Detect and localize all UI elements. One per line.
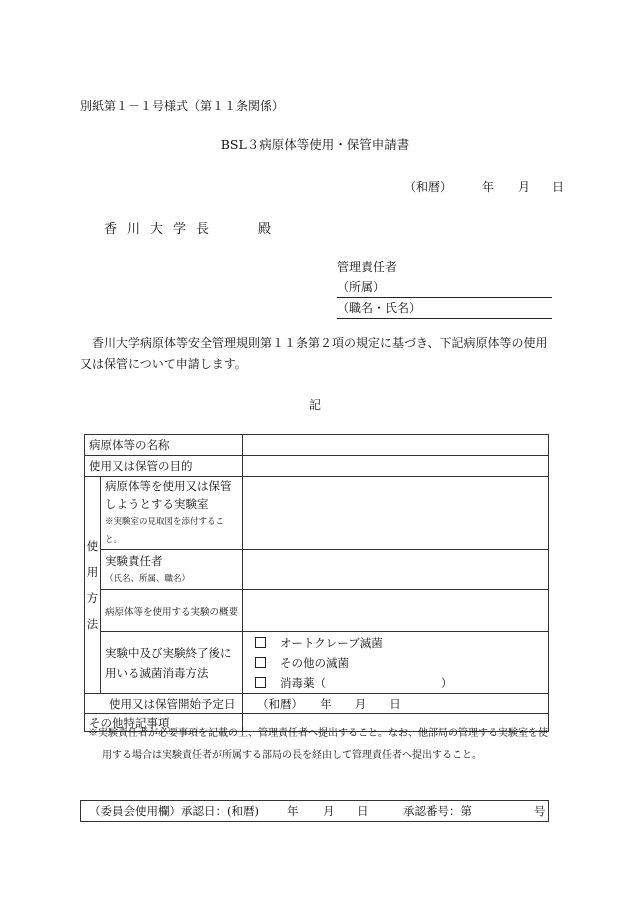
option-autoclave[interactable] bbox=[255, 633, 544, 653]
option-other-sterilization[interactable] bbox=[255, 653, 544, 673]
method-char: 用 bbox=[86, 565, 99, 579]
addressee: 香川大学長 bbox=[104, 222, 220, 237]
table-row bbox=[85, 694, 549, 714]
date-year: 年 bbox=[482, 180, 495, 194]
committee-label: （委員会使用欄）承認日：(和暦) bbox=[89, 804, 259, 818]
checkbox-icon[interactable] bbox=[255, 677, 266, 688]
body-text: 香川大学病原体等安全管理規則第１１条第２項の規定に基づき、下記病原体等の使用又は保管について申請します。 bbox=[80, 336, 548, 371]
applicant-block bbox=[337, 257, 552, 319]
committee-day: 日 bbox=[357, 804, 369, 818]
experiment-overview-field[interactable] bbox=[243, 590, 549, 632]
lab-label bbox=[101, 477, 243, 550]
option-label: 消毒薬（ ） bbox=[280, 675, 453, 690]
option-disinfectant[interactable] bbox=[255, 673, 544, 693]
submission-date bbox=[404, 178, 564, 195]
table-row bbox=[85, 632, 549, 694]
table-row bbox=[85, 477, 549, 550]
checkbox-icon[interactable] bbox=[255, 637, 266, 648]
table-row bbox=[85, 590, 549, 632]
date-month: 月 bbox=[518, 180, 531, 194]
sterilization-options bbox=[243, 632, 549, 694]
ki-heading: 記 bbox=[308, 398, 321, 412]
lab-field[interactable] bbox=[243, 477, 549, 550]
experiment-overview-label: 病原体等を使用する実験の概要 bbox=[101, 590, 243, 632]
method-vertical-label bbox=[85, 477, 101, 694]
addressee-suffix: 殿 bbox=[258, 222, 272, 237]
committee-month: 月 bbox=[323, 804, 335, 818]
committee-use-box bbox=[80, 800, 549, 822]
title-name-field[interactable]: （職名・氏名） bbox=[337, 298, 552, 319]
note-block bbox=[88, 723, 554, 767]
sterilization-label-line1: 実験中及び実験終了後に bbox=[105, 645, 232, 660]
committee-year: 年 bbox=[287, 804, 299, 818]
sterilization-label bbox=[101, 632, 243, 694]
date-era: （和暦） bbox=[404, 180, 453, 194]
experiment-manager-field[interactable] bbox=[243, 550, 549, 590]
start-date-field[interactable]: （和暦） 年 月 日 bbox=[243, 694, 549, 714]
table-row bbox=[85, 435, 549, 456]
other-notes-label: その他特記事項 bbox=[85, 714, 243, 732]
purpose-label: 使用又は保管の目的 bbox=[85, 456, 243, 477]
approval-number-label: 承認番号：第 bbox=[403, 804, 472, 818]
method-char: 法 bbox=[86, 617, 99, 631]
lab-label-line2: しようとする実験室 bbox=[105, 497, 209, 511]
document-title: BSL３病原体等使用・保管申請書 bbox=[220, 137, 410, 152]
note-line-1: ※実験責任者が必要事項を記載の上、管理責任者へ提出すること。なお、他部局の管理する実験室を使 bbox=[88, 728, 548, 739]
table-row bbox=[85, 550, 549, 590]
checkbox-icon[interactable] bbox=[255, 657, 266, 668]
table-row bbox=[85, 456, 549, 477]
affiliation-field[interactable]: （所属） bbox=[337, 277, 552, 298]
method-char: 使 bbox=[86, 539, 99, 553]
experiment-manager-label bbox=[101, 550, 243, 590]
option-label: その他の滅菌 bbox=[280, 655, 349, 670]
pathogen-name-field[interactable] bbox=[243, 435, 549, 456]
pathogen-name-label: 病原体等の名称 bbox=[85, 435, 243, 456]
applicant-role: 管理責任者 bbox=[337, 260, 398, 274]
experiment-manager-title: 実験責任者 bbox=[105, 553, 163, 568]
lab-label-line1: 病原体等を使用又は保管 bbox=[105, 479, 232, 493]
form-number: 別紙第１－１号様式（第１１条関係） bbox=[80, 99, 285, 113]
method-char: 方 bbox=[86, 591, 99, 605]
purpose-field[interactable] bbox=[243, 456, 549, 477]
date-day: 日 bbox=[552, 180, 565, 194]
approval-number-suffix: 号 bbox=[534, 804, 546, 818]
start-date-label: 使用又は保管開始予定日 bbox=[85, 694, 243, 714]
sterilization-label-line2: 用いる滅菌消毒方法 bbox=[105, 665, 209, 680]
application-table bbox=[84, 434, 549, 732]
note-line-2: 用する場合は実験責任者が所属する部局の長を経由して管理責任者へ提出すること。 bbox=[102, 750, 482, 761]
lab-note: ※実験室の見取図を添付すること。 bbox=[105, 517, 225, 545]
experiment-manager-note: （氏名、所属、職名） bbox=[105, 573, 191, 584]
option-label: オートクレーブ滅菌 bbox=[280, 635, 383, 650]
